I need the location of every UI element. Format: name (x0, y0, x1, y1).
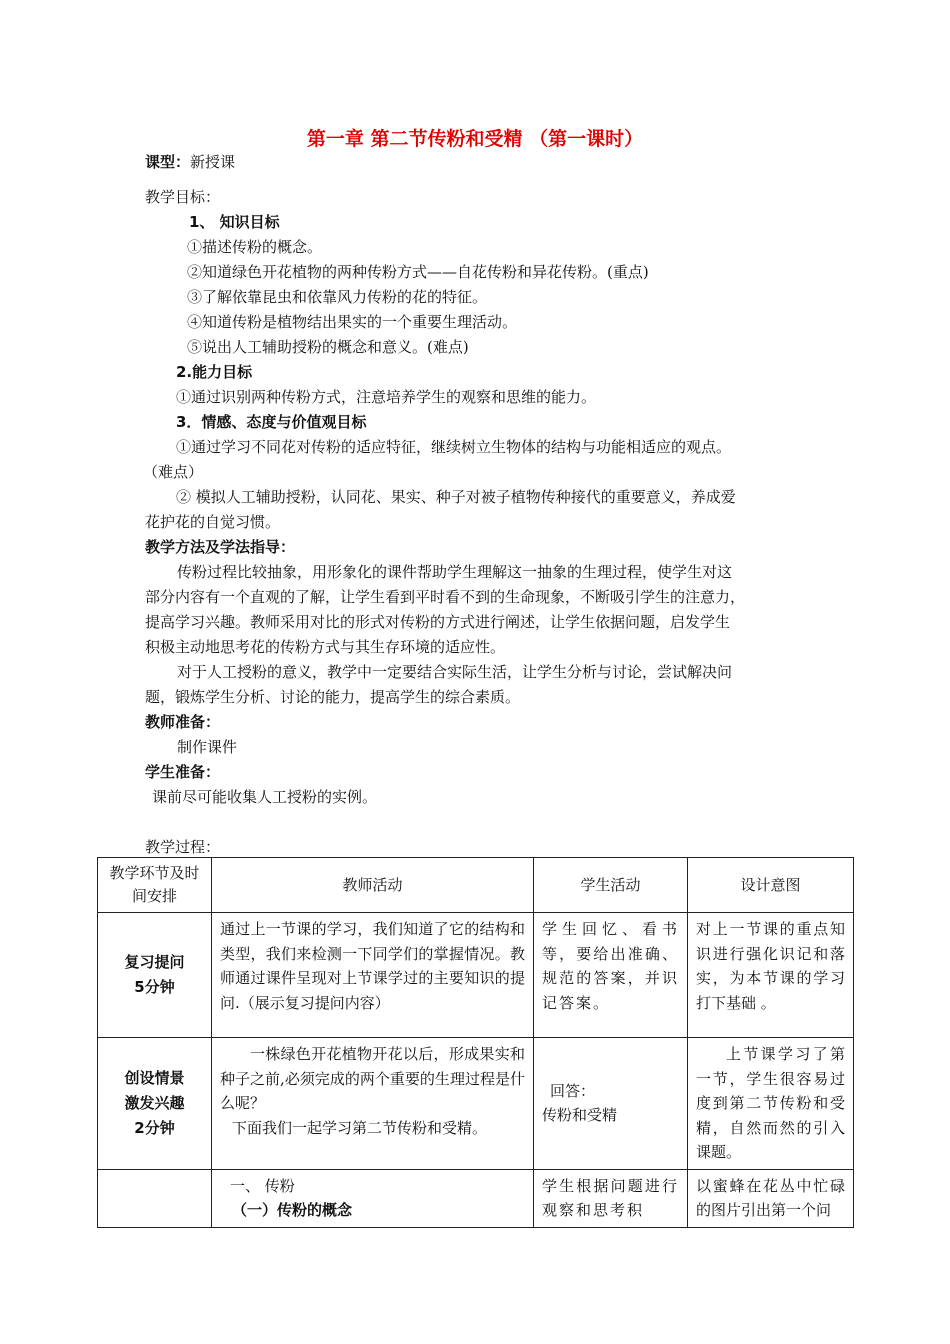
emotion-heading: 3．情感、态度与价值观目标 (176, 413, 367, 431)
knowledge-item: ③了解依靠昆虫和依靠风力传粉的花的特征。 (187, 288, 488, 306)
design-intent: 上节课学习了第一节，学生很容易过度到第二节传粉和受精，自然而然的引入课题。 (688, 1038, 854, 1170)
knowledge-heading: 1、 知识目标 (189, 213, 280, 231)
design-intent: 以蜜蜂在花丛中忙碌的图片引出第一个问 (688, 1169, 854, 1227)
ability-item: ①通过识别两种传粉方式，注意培养学生的观察和思维的能力。 (176, 388, 597, 406)
document-title: 第一章 第二节传粉和受精 （第一课时） (306, 128, 644, 150)
table-row (98, 913, 854, 1038)
knowledge-item: ①描述传粉的概念。 (187, 238, 323, 256)
table-row (98, 1169, 854, 1227)
methods-line: 部分内容有一个直观的了解，让学生看到平时看不到的生命现象，不断吸引学生的注意力， (145, 588, 746, 606)
student-paragraph: 传粉和受精 (542, 1106, 618, 1125)
student-prep-heading: 学生准备： (145, 763, 221, 781)
methods-line: 题，锻炼学生分析、讨论的能力，提高学生的综合素质。 (145, 688, 521, 706)
stage-cell (98, 1038, 212, 1170)
table-row (98, 1038, 854, 1170)
stage-line: 复习提问 (124, 953, 185, 971)
student-activity (534, 1038, 688, 1170)
stage-line: 5分钟 (134, 978, 175, 996)
emotion-item-1-cont: （难点） (143, 463, 204, 481)
course-type (145, 152, 235, 172)
process-heading: 教学过程： (145, 838, 221, 856)
section-heading: 一、 传粉 (230, 1176, 295, 1195)
knowledge-item: ⑤说出人工辅助授粉的概念和意义。(难点) (187, 338, 469, 356)
stage-line: 2分钟 (134, 1118, 175, 1137)
objectives-heading: 教学目标： (145, 188, 221, 206)
table-header-row (98, 858, 854, 913)
methods-line: 积极主动地思考花的传粉方式与其生存环境的适应性。 (145, 638, 506, 656)
knowledge-item: ②知道绿色开花植物的两种传粉方式——自花传粉和异花传粉。(重点) (187, 263, 649, 281)
methods-heading: 教学方法及学法指导： (145, 538, 296, 556)
student-activity: 学生回忆、看书等，要给出准确、规范的答案，并识记答案。 (534, 913, 688, 1038)
stage-line: 创设情景 (124, 1068, 185, 1087)
emotion-item-1: ①通过学习不同花对传粉的适应特征，继续树立生物体的结构与功能相适应的观点。 (176, 438, 732, 456)
teacher-activity (212, 1169, 534, 1227)
emotion-item-2: ② 模拟人工辅助授粉，认同花、果实、种子对被子植物传种接代的重要意义，养成爱 (176, 488, 736, 506)
methods-line: 传粉过程比较抽象，用形象化的课件帮助学生理解这一抽象的生理过程，使学生对这 (177, 563, 733, 581)
methods-line: 对于人工授粉的意义，教学中一定要结合实际生活，让学生分析与讨论，尝试解决问 (177, 663, 733, 681)
stage-cell (98, 913, 212, 1038)
student-activity: 学生根据问题进行观察和思考积 (534, 1169, 688, 1227)
teacher-prep-heading: 教师准备： (145, 713, 221, 731)
header-stage: 教学环节及时间安排 (98, 858, 212, 913)
student-paragraph: 回答： (550, 1081, 596, 1100)
course-type-label: 课型： (145, 153, 191, 171)
teaching-process-table (97, 857, 854, 1228)
teacher-prep-content: 制作课件 (177, 738, 238, 756)
ability-heading: 2.能力目标 (176, 363, 253, 381)
teacher-paragraph: 下面我们一起学习第二节传粉和受精。 (232, 1118, 488, 1137)
course-type-value: 新授课 (190, 153, 236, 171)
header-student: 学生活动 (534, 858, 688, 913)
methods-line: 提高学习兴趣。教师采用对比的形式对传粉的方式进行阐述，让学生依据问题，启发学生 (145, 613, 731, 631)
teacher-activity: 通过上一节课的学习，我们知道了它的结构和类型，我们来检测一下同学们的掌握情况。教师通过课件呈现对上节课学过的主要知识的提问.（展示复习提问内容） (212, 913, 534, 1038)
emotion-item-2-cont: 花护花的自觉习惯。 (145, 513, 281, 531)
subsection-heading: （一）传粉的概念 (232, 1201, 353, 1219)
teacher-activity (212, 1038, 534, 1170)
stage-cell (98, 1169, 212, 1227)
teacher-paragraph: 一株绿色开花植物开花以后，形成果实和种子之前,必须完成的两个重要的生理过程是什么呢？ (220, 1045, 525, 1112)
header-intent: 设计意图 (688, 858, 854, 913)
student-prep-content: 课前尽可能收集人工授粉的实例。 (152, 788, 378, 806)
stage-line: 激发兴趣 (124, 1093, 185, 1112)
header-teacher: 教师活动 (212, 858, 534, 913)
design-intent: 对上一节课的重点知识进行强化识记和落实，为本节课的学习打下基础 。 (688, 913, 854, 1038)
knowledge-item: ④知道传粉是植物结出果实的一个重要生理活动。 (187, 313, 518, 331)
